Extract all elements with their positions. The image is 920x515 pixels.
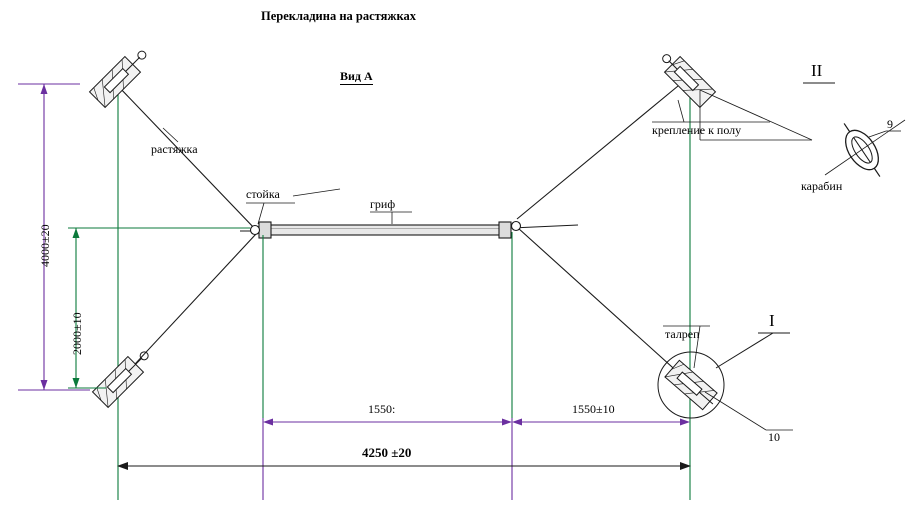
dim-span-right-arrow-1 <box>512 419 522 426</box>
crossbar-joint-left <box>251 226 260 235</box>
dimension-height-post <box>68 228 250 388</box>
dimension-label-height-total: 4000±20 <box>38 224 52 267</box>
dim-post-arrow-bottom <box>73 378 80 388</box>
hardware-top-right-mount <box>656 48 715 107</box>
crossbar-tube <box>270 225 500 235</box>
dimension-span-right <box>512 419 690 426</box>
carabiner-axis <box>825 117 905 175</box>
annotation-bar: гриф <box>370 197 396 211</box>
drawing-title: Перекладина на растяжках <box>261 9 416 23</box>
brace-top-left <box>118 86 256 230</box>
item-ten-leader <box>705 392 766 430</box>
brace-bottom-left <box>122 234 256 378</box>
dim-span-total-arrow-1 <box>117 462 128 470</box>
hardware-bottom-left-mount <box>93 345 155 407</box>
leader-post <box>293 189 340 196</box>
dim-post-arrow-top <box>73 228 80 238</box>
leader-post-2 <box>258 203 264 224</box>
crossbar-assembly <box>251 222 521 239</box>
carabiner-gate <box>854 138 871 163</box>
annotation-floor-mount: крепление к полу <box>652 123 742 137</box>
post-center-lines <box>44 84 690 500</box>
carabiner-stem-top <box>844 123 850 131</box>
hardware-top-left-mount <box>90 45 153 108</box>
dimension-label-span-right: 1550±10 <box>572 402 615 416</box>
annotation-post: стойка <box>246 187 280 201</box>
view-a-label: Вид А <box>340 70 373 85</box>
crossbar-end-left <box>259 222 271 238</box>
dimension-label-span-left: 1550: <box>368 402 396 416</box>
detail-mark-one: I <box>769 311 775 330</box>
detail-one-leader <box>716 333 773 368</box>
leader-floormount <box>678 100 684 122</box>
item-nine-leader <box>869 131 886 137</box>
dim-total-arrow-top <box>41 84 48 94</box>
item-number-ten: 10 <box>768 430 780 444</box>
brace-bottom-right <box>518 228 692 385</box>
post-tail-right <box>512 225 578 228</box>
annotation-brace: растяжка <box>151 142 198 156</box>
carabiner-stem-bottom <box>874 168 880 176</box>
dim-span-left-arrow-2 <box>502 419 512 426</box>
dimension-label-height-post: 2000±10 <box>70 312 84 355</box>
dim-span-right-arrow-2 <box>680 419 690 426</box>
crossbar-end-right <box>499 222 511 238</box>
dim-total-arrow-bottom <box>41 380 48 390</box>
item-ten-leader-group <box>705 392 793 430</box>
annotation-carabiner: карабин <box>801 179 843 193</box>
annotation-turnbuckle: талреп <box>665 327 700 341</box>
dim-span-total-arrow-2 <box>680 462 691 470</box>
dim-span-left-arrow-1 <box>263 419 273 426</box>
item-number-nine: 9 <box>887 117 893 131</box>
detail-one-region <box>658 352 724 418</box>
dimension-span-left <box>263 419 512 426</box>
brace-top-right <box>517 86 678 219</box>
dimension-label-span-total: 4250 ±20 <box>362 445 412 460</box>
detail-mark-two: II <box>811 61 823 80</box>
dimension-span-total <box>117 462 691 470</box>
crossbar-joint-right <box>512 222 521 231</box>
